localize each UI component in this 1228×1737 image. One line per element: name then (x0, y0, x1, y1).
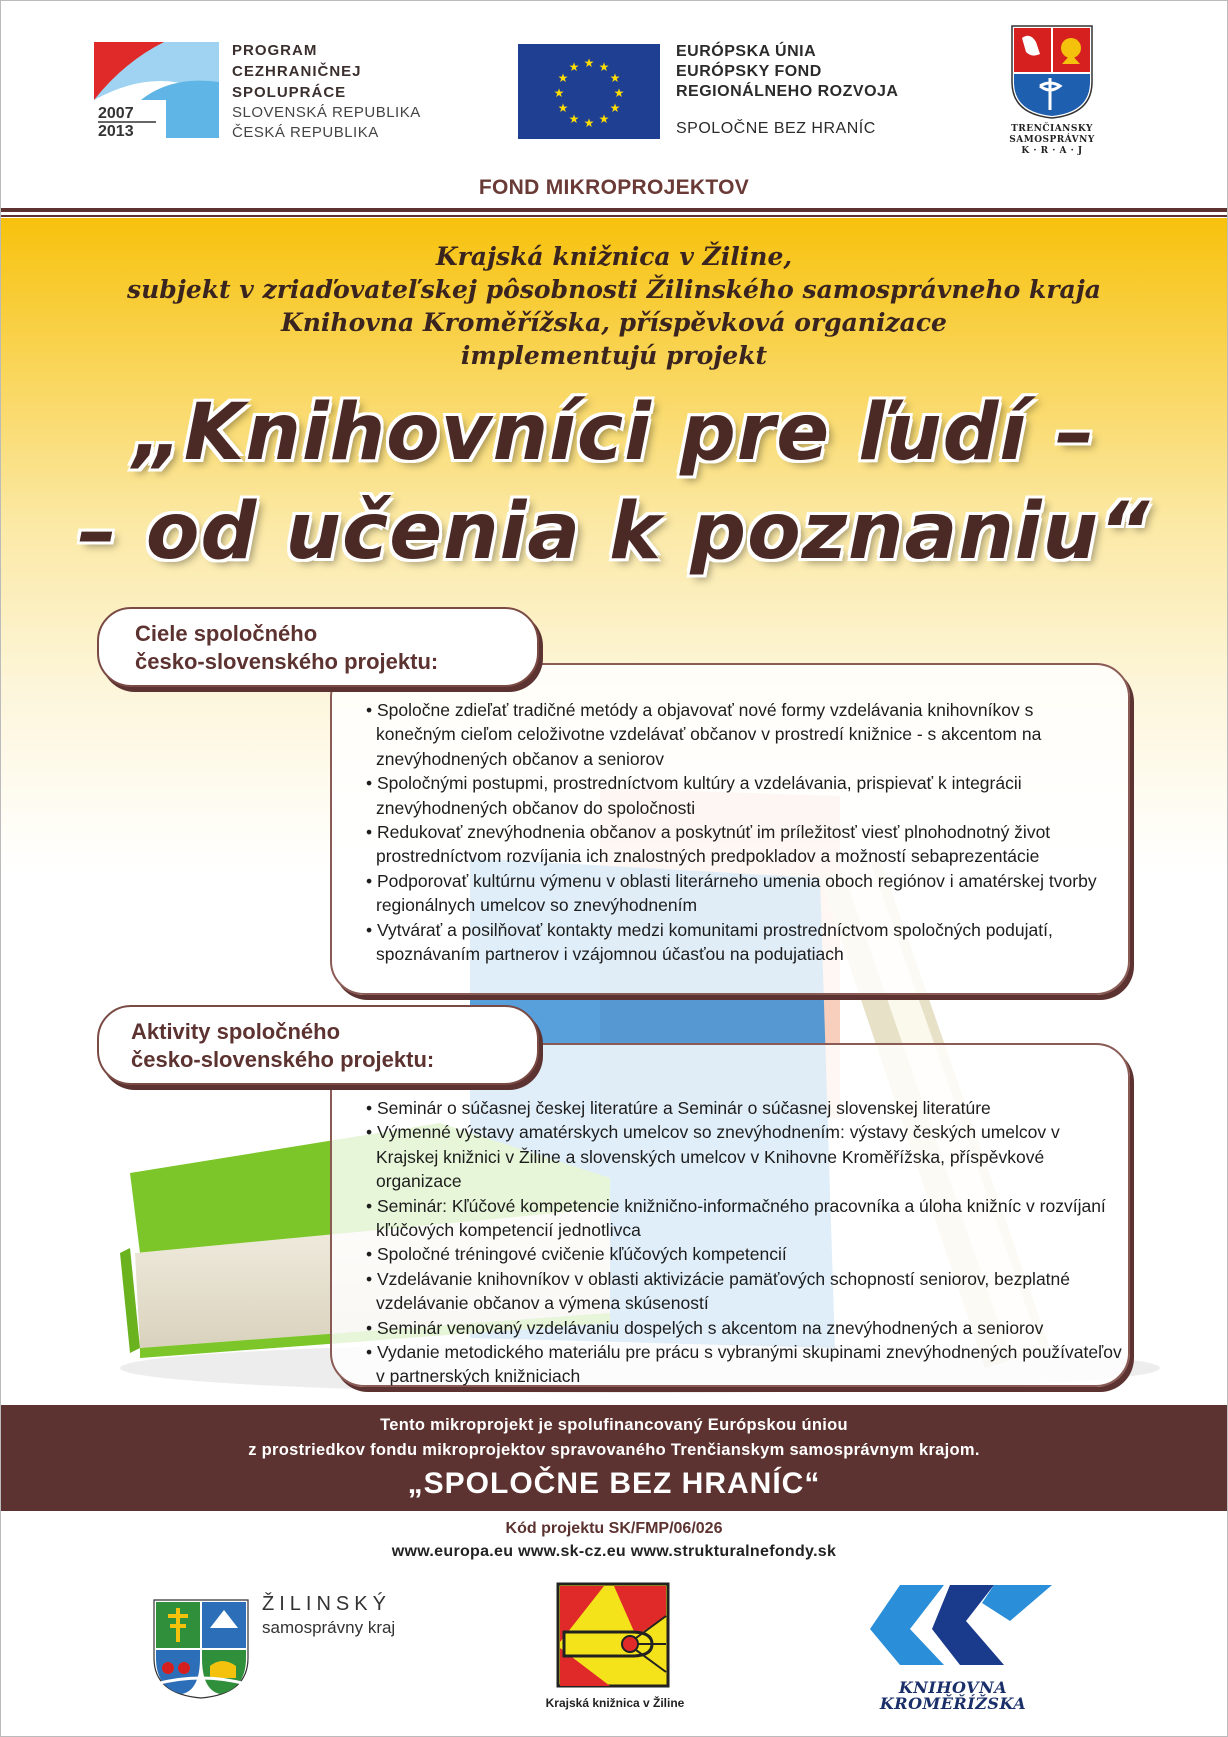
goals-list (366, 698, 1106, 966)
funding-line: z prostriedkov fondu mikroprojektov spravovaného Trenčianskym samosprávnym krajom. (248, 1441, 980, 1459)
goals-heading (135, 620, 438, 676)
svg-text:★: ★ (609, 101, 621, 115)
list-item: • Výmenné výstavy amatérskych umelcov so znevýhodnením: výstavy českých umelcov v Krajskej knižnici v Žiline a slovenských umelcov v Knihovne Kroměřížska, příspěvkové organizace (366, 1122, 1060, 1192)
trenciansky-kraj-crest-icon (1010, 24, 1094, 120)
list-item: • Vzdelávanie knihovníkov v oblasti aktivizácie pamäťových schopností seniorov, bezplatné vzdelávanie občanov a výmena skúseností (366, 1268, 1070, 1314)
program-line: ČESKÁ REPUBLIKA (232, 124, 379, 141)
program-line: CEZHRANIČNEJ (232, 63, 362, 80)
program-text (232, 40, 421, 143)
list-item: • Spoločné tréningové cvičenie kľúčových kompetencií (366, 1244, 787, 1265)
header-divider (0, 208, 1228, 212)
list-item: • Seminár o súčasnej českej literatúre a Seminár o súčasnej slovenskej literatúre (366, 1098, 991, 1118)
eu-line: EURÓPSKY FOND (676, 63, 822, 80)
activities-heading (131, 1018, 434, 1074)
intro-line: subjekt v zriaďovateľskej pôsobnosti Žilinského samosprávneho kraja (127, 275, 1101, 304)
tsk-line: K · R · A · J (1021, 146, 1083, 156)
eu-line: REGIONÁLNEHO ROZVOJA (676, 83, 899, 100)
knihovna-kromerizska-caption (868, 1680, 1038, 1712)
svg-text:★: ★ (568, 60, 580, 74)
project-code: Kód projektu SK/FMP/06/026 (505, 1520, 723, 1537)
activities-list (366, 1096, 1126, 1389)
eu-flag-icon (518, 44, 660, 139)
svg-text:★: ★ (598, 112, 610, 126)
svg-text:★: ★ (557, 71, 569, 85)
program-years-bottom: 2013 (98, 123, 134, 138)
svg-text:★: ★ (609, 71, 621, 85)
list-item: • Spoločnými postupmi, prostredníctvom kultúry a vzdelávania, prispievať k integrácii znevýhodnených občanov do spoločnosti (366, 773, 1022, 818)
list-item: • Vydanie metodického materiálu pre prácu s vybranými skupinami znevýhodnených používateľov v partnerských knižniciach (366, 1342, 1122, 1387)
fund-title: FOND MIKROPROJEKTOV (478, 176, 750, 199)
zilinsky-kraj-crest-icon (152, 1598, 250, 1700)
program-line: PROGRAM (232, 42, 318, 59)
svg-text:★: ★ (553, 86, 565, 100)
list-item: • Podporovať kultúrnu výmenu v oblasti literárneho umenia oboch regiónov i amatérskej tvorby regionálnych umelcov so znevýhodnením (366, 870, 1097, 916)
intro-line: Krajská knižnica v Žiline, (435, 242, 793, 271)
project-title-line-1: „Knihovníci pre ľudí – (132, 388, 1096, 478)
program-line: SLOVENSKÁ REPUBLIKA (232, 104, 421, 121)
trenciansky-kraj-label (1000, 124, 1104, 157)
intro-line: Knihovna Kroměřížska, příspěvková organizace (281, 308, 947, 337)
svg-text:★: ★ (598, 60, 610, 74)
funding-motto: „SPOLOČNE BEZ HRANÍC“ (407, 1467, 821, 1500)
list-item: • Redukovať znevýhodnenia občanov a poskytnúť im príležitosť viesť plnohodnotný život prostredníctvom rozvíjania ich znalostných predpokladov a možností sebaprezentácie (366, 822, 1051, 867)
svg-text:★: ★ (613, 86, 625, 100)
list-item: • Seminár venovaný vzdelávaniu dospelých s akcentom na znevýhodnených a seniorov (366, 1317, 1044, 1338)
kk-line: KROMĚŘÍŽSKA (879, 1694, 1027, 1713)
list-item: • Spoločne zdieľať tradičné metódy a objavovať nové formy vzdelávania knihovníkov s konečným cieľom celoživotne vzdelávať občanov v prostredí knižnice - s akcentom na znevýhodnených občanov a seniorov (366, 700, 1042, 769)
svg-text:★: ★ (557, 101, 569, 115)
website-links[interactable]: www.europa.eu www.sk-cz.eu www.strukturalnefondy.sk (391, 1543, 837, 1560)
svg-text:★: ★ (568, 112, 580, 126)
tsk-line: TRENČIANSKY (1011, 124, 1093, 134)
project-title-line-2: – od učenia k poznaniu“ (77, 487, 1151, 577)
eu-text (676, 42, 898, 138)
funding-band (0, 1405, 1228, 1511)
program-line: SPOLUPRÁCE (232, 84, 347, 101)
goals-heading-line: Ciele spoločného (135, 621, 318, 646)
krajska-kniznica-logo-icon (556, 1582, 670, 1688)
krajska-kniznica-caption: Krajská knižnica v Žiline (545, 1696, 685, 1710)
intro-line: implementujú projekt (460, 341, 768, 370)
list-item: • Seminár: Kľúčové kompetencie knižnično-informačného pracovníka a úloha knižníc v rozvíjaní kľúčových kompetencií jednotlivca (366, 1195, 1106, 1241)
zsk-line: ŽILINSKÝ (262, 1593, 391, 1615)
eu-line: EURÓPSKA ÚNIA (676, 43, 817, 60)
zilinsky-kraj-label (262, 1593, 395, 1638)
funding-line: Tento mikroprojekt je spolufinancovaný Európskou úniou (380, 1416, 848, 1434)
list-item: • Vytvárať a posilňovať kontakty medzi komunitami prostredníctvom spoločných podujatí, spoznávaním partnerov i vzájomnou účasťou na podujatiach (366, 919, 1053, 965)
knihovna-kromerizska-logo-icon (870, 1577, 1052, 1667)
tsk-line: SAMOSPRÁVNY (1009, 135, 1095, 145)
zsk-line: samosprávny kraj (262, 1618, 396, 1637)
eu-motto: SPOLOČNE BEZ HRANÍC (676, 120, 876, 137)
program-2007-2013-logo (94, 42, 219, 138)
intro-text (0, 240, 1228, 372)
kk-line: KNIHOVNA (898, 1678, 1008, 1697)
svg-text:★: ★ (583, 116, 595, 130)
svg-text:★: ★ (583, 56, 595, 70)
activities-heading-line: Aktivity spoločného (131, 1019, 341, 1044)
goals-heading-line: česko-slovenského projektu: (135, 649, 439, 674)
activities-heading-line: česko-slovenského projektu: (131, 1047, 435, 1072)
program-years-top: 2007 (98, 105, 134, 122)
header-divider (0, 215, 1228, 217)
